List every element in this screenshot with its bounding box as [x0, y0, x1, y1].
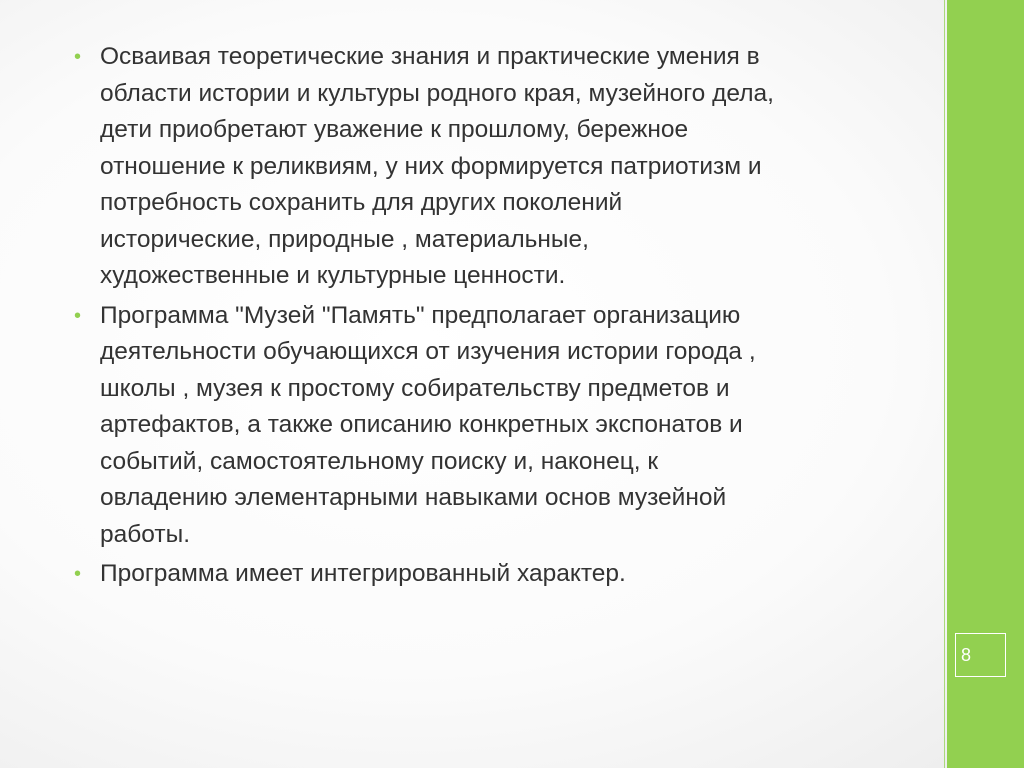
- bullet-text: Осваивая теоретические знания и практические умения в области истории и культуры родного края, музейного дела, дети приобретают уважение к прошлому, бережное отношение к реликвиям, у них формируется патриотизм и потребность сохранить для других поколений исторические, природные , материальные, художественные и культурные ценности.: [100, 43, 774, 289]
- page-number: 8: [961, 645, 972, 665]
- bullet-list: [74, 39, 894, 596]
- bullet-icon: •: [74, 563, 82, 585]
- sidebar-divider: [944, 0, 945, 768]
- bullet-icon: •: [74, 46, 82, 68]
- bullet-item-1: [74, 39, 894, 295]
- page-number-box: [955, 633, 1006, 677]
- bullet-icon: •: [74, 304, 82, 327]
- bullet-text: Программа "Музей "Память" предполагает организацию деятельности обучающихся от изучения истории города , школы , музея к простому собирательству предметов и артефактов, а также описанию конкретных экспонатов и событий, самостоятельному поиску и, наконец, к овладению элементарными навыками основ музейной работы.: [100, 301, 756, 548]
- bullet-text: Программа имеет интегрированный характер.: [100, 560, 626, 587]
- bullet-item-2: [74, 298, 894, 554]
- bullet-item-3: [74, 556, 894, 593]
